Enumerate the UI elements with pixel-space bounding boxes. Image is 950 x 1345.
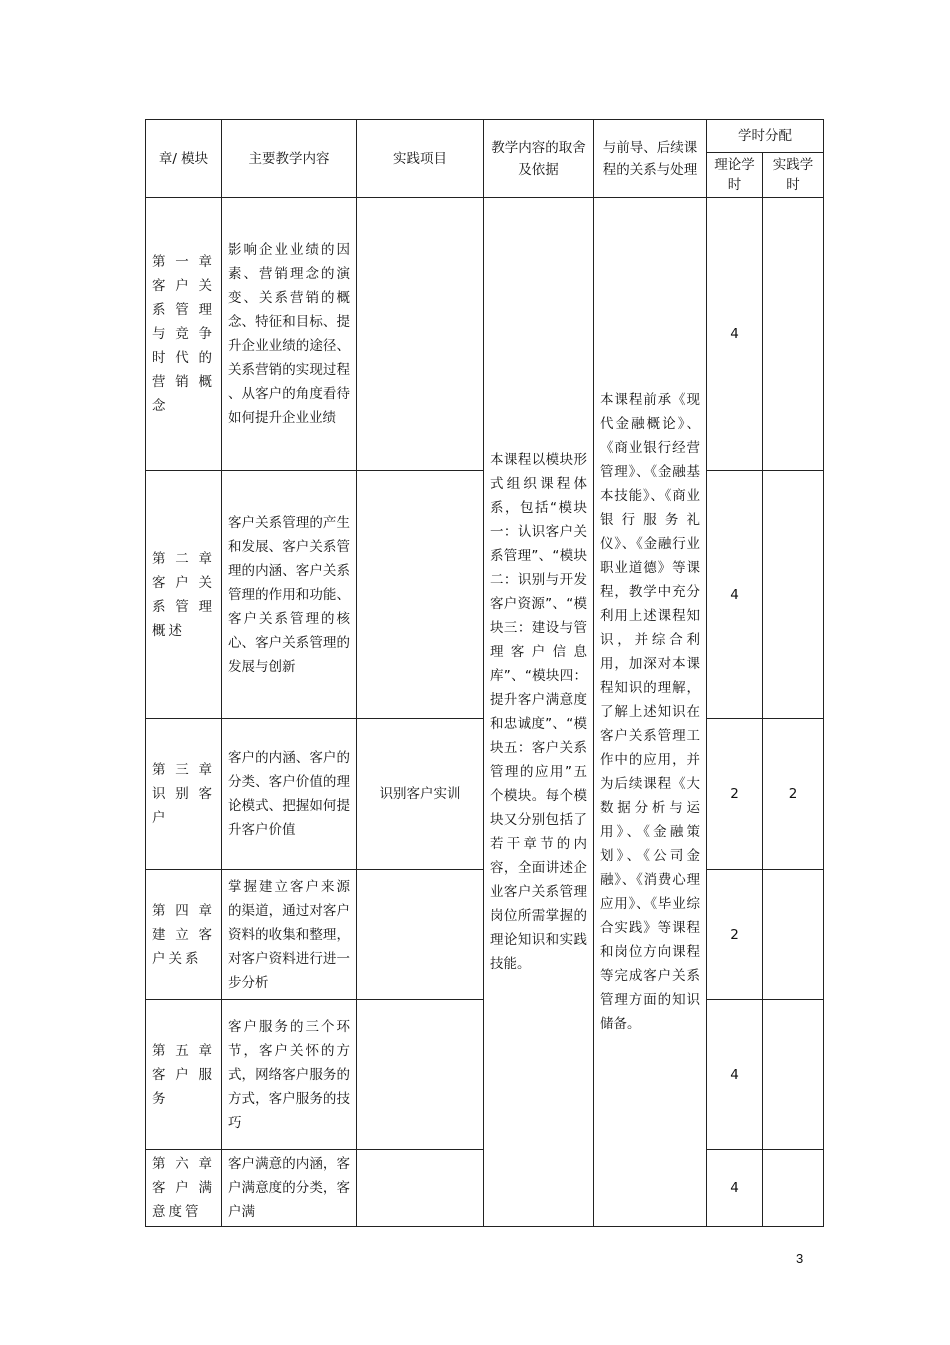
- content-cell: 掌握建立客户来源 的渠道，通过对客户资料的收集和整理，对客户资料进行进一步分析: [222, 870, 357, 1000]
- header-theory: 理论学时: [707, 153, 763, 198]
- header-hours: 学时分配: [707, 120, 824, 153]
- theory-hours-cell: 2: [707, 719, 763, 870]
- table-row: [146, 198, 824, 471]
- chapter-cell: 第一章客户关系管理与竞争时代的营销概念: [146, 198, 222, 471]
- practice-cell: [357, 1000, 484, 1150]
- basis-cell: 本课程以模块形式组织课程体系，包括“模块一：认识客户关系管理”、“模块二：识别与开发客户资源”、“模块三：建设与管理客户信息库”、“模块四：提升客户满意度和忠诚度”、“模块五：客户关系管理的应用”五个模块。每个模块又分别包括了若干章节的内容，全面讲述企业客户关系管理岗位所需掌握的理论知识和实践技能。: [484, 198, 594, 1227]
- practical-hours-cell: [763, 1150, 824, 1227]
- header-content: 主要教学内容: [222, 120, 357, 198]
- practice-cell: [357, 198, 484, 471]
- practical-hours-cell: [763, 1000, 824, 1150]
- practice-cell: [357, 1150, 484, 1227]
- theory-hours-cell: 4: [707, 198, 763, 471]
- practical-hours-cell: [763, 870, 824, 1000]
- practical-hours-cell: [763, 198, 824, 471]
- content-cell: 客户关系管理的产生和发展、客户关系管理的内涵、客户关系管理的作用和功能、客户关系管理的核心、客户关系管理的发展与创新: [222, 471, 357, 719]
- relation-cell: 本课程前承《现代金融概论》、《商业银行经营管理》、《金融基本技能》、《商业银行服务礼仪》、《金融行业职业道德》等课程，教学中充分利用上述课程知识，并综合利用，加深对本课程知识的理解，了解上述知识在客户关系管理工作中的应用，并为后续课程《大数据分析与运用》、《金融策划》、《公司金融》、《消费心理应用》、《毕业综合实践》等课程和岗位方向课程等完成客户关系管理方面的知识储备。: [594, 198, 707, 1227]
- header-basis: 教学内容的取舍及依据: [484, 120, 594, 198]
- chapter-cell: 第四章建立客户关系: [146, 870, 222, 1000]
- syllabus-table: [145, 119, 824, 1227]
- chapter-cell: 第三章识别客户: [146, 719, 222, 870]
- header-practice: 实践项目: [357, 120, 484, 198]
- practice-cell: [357, 870, 484, 1000]
- theory-hours-cell: 4: [707, 1000, 763, 1150]
- practice-cell: [357, 471, 484, 719]
- header-practical: 实践学时: [763, 153, 824, 198]
- content-cell: 客户服务的三个环节，客户关怀的方式，网络客户服务的方式，客户服务的技巧: [222, 1000, 357, 1150]
- chapter-cell: 第五章客户服务: [146, 1000, 222, 1150]
- practical-hours-cell: [763, 471, 824, 719]
- content-cell: 客户的内涵、客户的分类、客户价值的理论模式、把握如何提升客户价值: [222, 719, 357, 870]
- theory-hours-cell: 4: [707, 1150, 763, 1227]
- theory-hours-cell: 2: [707, 870, 763, 1000]
- content-cell: 影响企业业绩的因素、营销理念的演变、关系营销的概念、特征和目标、提升企业业绩的途径、关系营销的实现过程 、从客户的角度看待如何提升企业业绩: [222, 198, 357, 471]
- header-relation: 与前导、后续课程的关系与处理: [594, 120, 707, 198]
- theory-hours-cell: 4: [707, 471, 763, 719]
- header-row: [146, 120, 824, 153]
- content-cell: 客户满意的内涵，客户满意度的分类，客户满: [222, 1150, 357, 1227]
- practice-cell: 识别客户实训: [357, 719, 484, 870]
- chapter-cell: 第二章客户关系管理概述: [146, 471, 222, 719]
- header-chapter: 章/ 模块: [146, 120, 222, 198]
- page-number: 3: [796, 1251, 804, 1266]
- chapter-cell: 第六章客户满意度管: [146, 1150, 222, 1227]
- practical-hours-cell: 2: [763, 719, 824, 870]
